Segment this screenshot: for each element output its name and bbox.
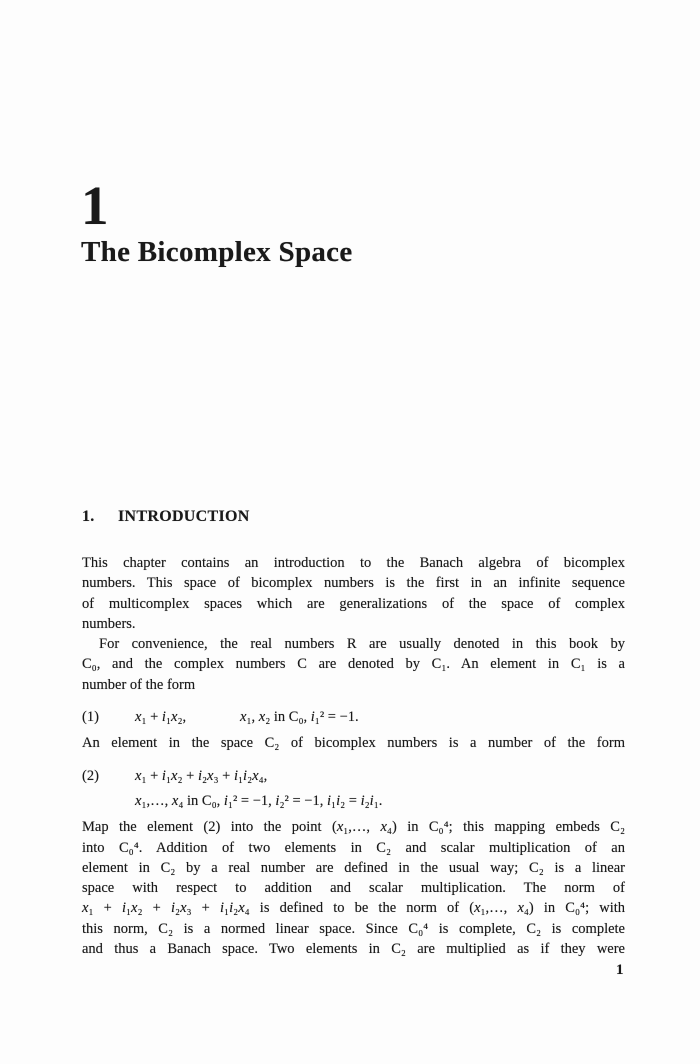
paragraph — [82, 817, 625, 959]
text-line: space with respect to addition and scalar multiplication. The norm of — [82, 880, 625, 897]
equation-row — [82, 707, 625, 727]
equation-row — [82, 791, 625, 811]
paragraph — [82, 553, 625, 634]
equation-1 — [82, 707, 625, 727]
text-line: C₀, and the complex numbers C are denoted by C₁. An element in C₁ is a — [82, 656, 625, 673]
text-line: An element in the space C₂ of bicomplex numbers is a number of the form — [82, 735, 625, 752]
text-line: For convenience, the real numbers R are usually denoted in this book by — [99, 636, 625, 653]
text-line: into C₀⁴. Addition of two elements in C₂ and scalar multiplication of an — [82, 839, 625, 856]
text-line: number of the form — [82, 676, 196, 693]
chapter-title: The Bicomplex Space — [81, 236, 353, 268]
text-line: element in C₂ by a real number are defined in the usual way; C₂ is a linear — [82, 859, 625, 876]
text-line: x₁ + i₁x₂ + i₂x₃ + i₁i₂x₄ is defined to be the norm of (x₁,…, x₄) in C₀⁴; with — [82, 900, 626, 917]
page-number: 1 — [616, 962, 624, 978]
equation-text: x₁ + i₁x₂ + i₂x₃ + i₁i₂x₄, — [135, 767, 268, 784]
section-number: 1. — [82, 508, 95, 525]
paragraph — [82, 634, 625, 695]
equation-row — [82, 766, 625, 786]
text-line: numbers. — [82, 615, 136, 632]
equation-text: x₁ + i₁x₂, — [135, 709, 187, 726]
text-line: and thus a Banach space. Two elements in C₂ are multiplied as if they were — [82, 941, 625, 958]
body-column — [82, 553, 625, 959]
equation-text: x₁,…, x₄ in C₀, i₁² = −1, i₂² = −1, i₁i₂ = i₂i₁. — [135, 792, 383, 809]
text-line: This chapter contains an introduction to the Banach algebra of bicomplex — [82, 555, 625, 571]
text-line: Map the element (2) into the point (x₁,…, x₄) in C₀⁴; this mapping embeds C₂ — [82, 819, 625, 836]
equation-label: (1) — [82, 709, 99, 726]
text-line: of multicomplex spaces which are generalizations of the space of complex — [82, 595, 625, 612]
equation-label: (2) — [82, 767, 99, 784]
text-line: this norm, C₂ is a normed linear space. Since C₀⁴ is complete, C₂ is complete — [82, 920, 625, 937]
equation-text: x₁, x₂ in C₀, i₁² = −1. — [240, 709, 359, 726]
text-line: numbers. This space of bicomplex numbers is the first in an infinite sequence — [82, 575, 625, 592]
chapter-number: 1 — [81, 175, 109, 236]
equation-2 — [82, 766, 625, 812]
paragraph — [82, 733, 625, 753]
section-title: INTRODUCTION — [118, 508, 250, 525]
section-heading — [82, 506, 250, 528]
